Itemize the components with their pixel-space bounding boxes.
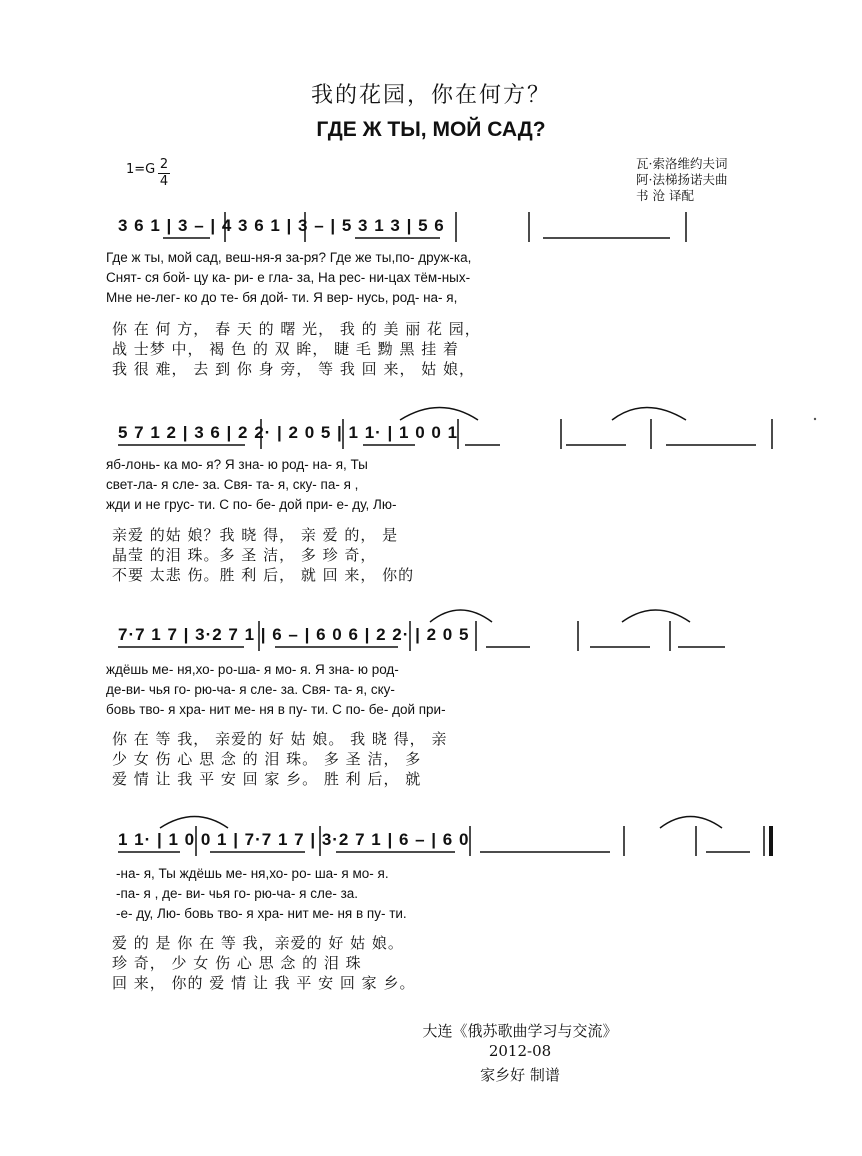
cn-row-2-verse-2: 晶莹 的泪 珠。多 圣 洁， 多 珍 奇， [112,546,377,564]
ru-row-2-verse-1: яб-лонь- ка мо- я? Я зна- ю род- на- я, Ты [106,457,368,472]
cn-row-4-verse-2: 珍 奇， 少 女 伤 心 思 念 的 泪 珠 [112,954,362,972]
ru-row-3-verse-3: бовь тво- я хра- нит ме- ня в пу- ти. С по- бе- дой при- [106,702,446,717]
credit-composer: 阿·法梯扬诺夫曲 [636,172,728,187]
tie [160,817,228,829]
cn-row-3-verse-3: 爱 情 让 我 平 安 回 家 乡。 胜 利 后， 就 [112,770,422,788]
ru-row-4-verse-3: -е- ду, Лю- бовь тво- я хра- нит ме- ня в пу- ти. [116,906,407,921]
ru-row-1-verse-2: Снят- ся бой- цу ка- ри- е гла- за, На рес- ни-цах тём-ных- [106,270,471,285]
cn-row-4-verse-3: 回 来， 你的 爱 情 让 我 平 安 回 家 乡。 [112,974,416,992]
credit-lyricist: 瓦·索洛维约夫词 [636,156,728,171]
tie [430,610,492,622]
ru-row-4-verse-1: -на- я, Ты ждёшь ме- ня,хо- ро- ша- я мо- я. [116,866,389,881]
cn-row-3-verse-2: 少 女 伤 心 思 念 的 泪 珠。 多 圣 洁， 多 [112,750,422,768]
meter-top: 2 [159,157,169,172]
tie [400,408,478,421]
tie [622,610,690,622]
maker: 家乡好 制谱 [480,1066,560,1084]
title-russian: ГДЕ Ж ТЫ, МОЙ САД? [316,118,546,141]
ru-row-3-verse-2: де-ви- чья го- рю-ча- я сле- за. Свя- та- я, ску- [106,682,395,697]
ru-row-4-verse-2: -па- я , де- ви- чья го- рю-ча- я сле- за. [116,886,359,901]
notes-row-2: 5 7 1 2 | 3 6 | 2 2· | 2 0 5 | 1 1· | 1 0 0 1 [118,423,459,442]
cn-row-3-verse-1: 你 在 等 我， 亲爱的 好 姑 娘。 我 晓 得， 亲 [112,730,448,748]
meter-bottom: 4 [159,174,169,189]
credit-translator: 书 沧 译配 [636,188,694,203]
cn-row-1-verse-2: 战 士梦 中， 褐 色 的 双 眸， 睫 毛 黝 黑 挂 着 [112,340,459,358]
cn-row-2-verse-3: 不要 太悲 伤。胜 利 后， 就 回 来， 你的 [112,566,415,584]
ru-row-2-verse-3: жди и не грус- ти. С по- бе- дой при- е- ду, Лю- [106,497,397,512]
notes-row-1: 3 6 1 | 3 – | 4 3 6 1 | 3 – | 5 3 1 3 | 5 6 [118,216,445,235]
ru-row-1-verse-3: Мне не-лег- ко до те- бя дой- ти. Я вер- нусь, род- на- я, [106,290,458,305]
ru-row-3-verse-1: ждёшь ме- ня,хо- ро-ша- я мо- я. Я зна- ю род- [106,662,399,677]
cn-row-4-verse-1: 爱 的 是 你 在 等 我，亲爱的 好 姑 娘。 [112,934,404,952]
margin-dot [814,418,816,420]
notes-row-3: 7·7 1 7 | 3·2 7 1 | 6 – | 6 0 6 | 2 2· | 2 0 5 [118,625,470,644]
notes-row-4: 1 1· | 1 0 0 1 | 7·7 1 7 | 3·2 7 1 | 6 – | 6 0 [118,830,470,849]
ru-row-2-verse-2: свет-ла- я сле- за. Свя- та- я, ску- па- я , [106,477,359,492]
cn-row-1-verse-3: 我 很 难， 去 到 你 身 旁， 等 我 回 来， 姑 娘， [112,360,475,378]
publisher: 大连《俄苏歌曲学习与交流》 [422,1022,618,1040]
tie [660,817,722,829]
date: 2012-08 [488,1042,552,1060]
title-chinese: 我的花园，你在何方？ [310,83,551,108]
cn-row-2-verse-1: 亲爱 的姑 娘？我 晓 得， 亲 爱 的， 是 [112,526,399,544]
ru-row-1-verse-1: Где ж ты, мой сад, веш-ня-я за-ря? Где же ты,по- друж-ка, [106,250,472,265]
tie [612,408,686,421]
cn-row-1-verse-1: 你 在 何 方， 春 天 的 曙 光， 我 的 美 丽 花 园， [112,320,481,338]
key-signature: 1=G [126,162,156,177]
